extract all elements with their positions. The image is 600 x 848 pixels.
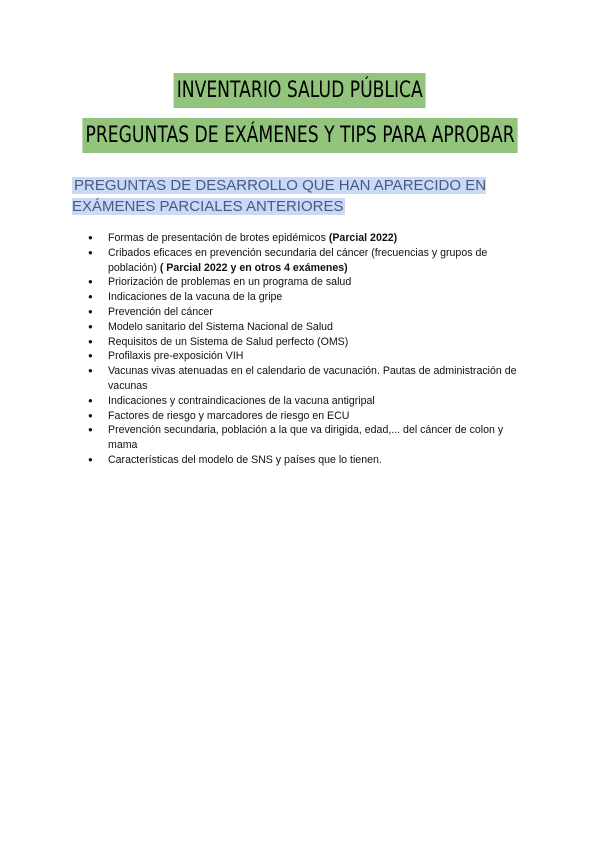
title-line-1: INVENTARIO SALUD PÚBLICA [174, 73, 426, 108]
bullet-dot-icon: ● [88, 321, 93, 331]
list-item-text: Cribados eficaces en prevención secundaria del cáncer (frecuencias y grupos de población) [108, 246, 488, 274]
list-item [88, 394, 528, 409]
list-item [88, 349, 528, 364]
list-item-exam-note: ( Parcial 2022 y en otros 4 exámenes) [159, 261, 348, 274]
bullet-dot-icon: ● [88, 351, 93, 361]
list-item-exam-note: (Parcial 2022) [328, 232, 398, 244]
list-item [88, 275, 528, 290]
list-item [88, 305, 528, 320]
list-item-text: Prevención del cáncer [108, 305, 213, 318]
title-line-2: PREGUNTAS DE EXÁMENES Y TIPS PARA APROBAR [82, 118, 517, 153]
bullet-dot-icon: ● [88, 410, 93, 420]
section-heading-text: PREGUNTAS DE DESARROLLO QUE HAN APARECIDO EN EXÁMENES PARCIALES ANTERIORES [72, 177, 487, 215]
list-item-text: Priorización de problemas en un programa de salud [108, 276, 352, 289]
bullet-dot-icon: ● [88, 233, 93, 242]
list-item-text: Modelo sanitario del Sistema Nacional de Salud [108, 320, 333, 333]
bullet-dot-icon: ● [88, 247, 93, 257]
list-item [88, 335, 528, 350]
bullet-dot-icon: ● [88, 306, 93, 316]
list-item [88, 423, 528, 453]
bullet-dot-icon: ● [88, 292, 93, 302]
questions-list [88, 231, 528, 468]
list-item [88, 453, 528, 468]
list-item-text: Características del modelo de SNS y países que lo tienen. [108, 453, 382, 466]
bullet-dot-icon: ● [88, 277, 93, 287]
bullet-dot-icon: ● [88, 454, 93, 464]
list-item [88, 320, 528, 335]
list-item [88, 364, 528, 394]
bullet-dot-icon: ● [88, 366, 93, 376]
bullet-dot-icon: ● [88, 425, 93, 435]
list-item-text: Factores de riesgo y marcadores de riesgo en ECU [108, 409, 350, 422]
list-item-text: Requisitos de un Sistema de Salud perfecto (OMS) [108, 335, 349, 348]
document-title [0, 73, 600, 160]
list-item-text: Indicaciones y contraindicaciones de la vacuna antigripal [108, 394, 375, 407]
section-heading [72, 175, 532, 217]
list-item-text: Indicaciones de la vacuna de la gripe [108, 291, 283, 304]
list-item-text: Prevención secundaria, población a la que va dirigida, edad,... del cáncer de colon y mama [108, 424, 504, 452]
list-item-text: Profilaxis pre-exposición VIH [108, 350, 244, 363]
list-item-text: Vacunas vivas atenuadas en el calendario de vacunación. Pautas de administración de vacunas [108, 365, 517, 392]
list-item [88, 290, 528, 305]
bullet-dot-icon: ● [88, 336, 93, 346]
list-item [88, 231, 528, 246]
list-item [88, 246, 528, 276]
list-item-text: Formas de presentación de brotes epidémicos [108, 232, 329, 244]
bullet-dot-icon: ● [88, 395, 93, 405]
list-item [88, 409, 528, 424]
